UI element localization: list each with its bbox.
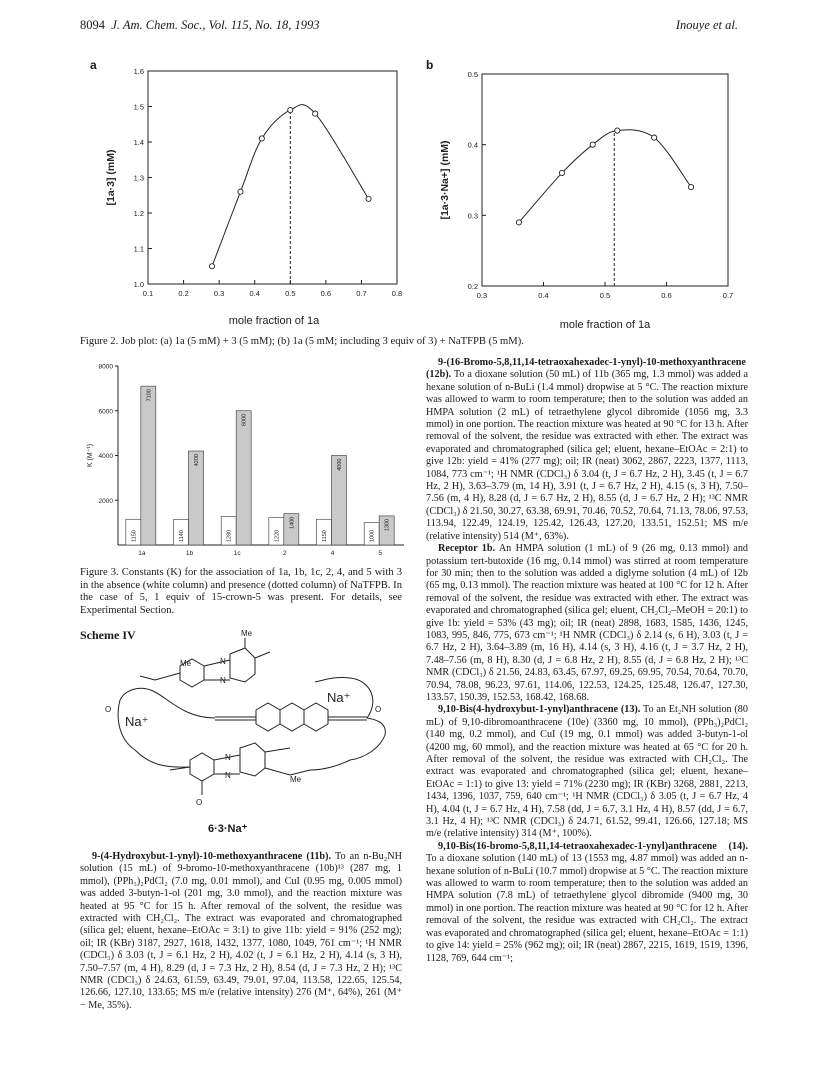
y-tick-label: 1.6: [133, 67, 144, 76]
compound-title: Receptor 1b.: [438, 543, 496, 555]
y-axis-label: [1a·3·Na+] (mM): [439, 140, 451, 220]
data-point: [615, 128, 620, 133]
x-tick-label: 0.7: [722, 291, 734, 300]
x-tick-label: 0.3: [476, 291, 488, 300]
bar-value-label: 1300: [384, 518, 391, 532]
atom-n: N: [225, 753, 231, 762]
y-tick-label: 0.5: [467, 70, 478, 79]
y-tick-label: 1.5: [133, 102, 144, 112]
bar-value-label: 1280: [226, 529, 233, 542]
compound-title: 9-(4-Hydroxybut-1-ynyl)-10-methoxyanthracene (11b).: [92, 851, 332, 862]
paragraph-body: To a dioxane solution (50 mL) of 11b (365 mg, 1.3 mmol) was added a hexane solution of n-BuLi (1.4 mmol) dropwise at 5 °C. The reaction mixture was allowed to warm to room temperature; then to the solution was added an HMPA solution (2 mL) of tetraethylene glycol dibromide (1056 mg, 3.3 mmol) in one portion. The reaction mixture was heated at 90 °C for 13 h. After removal of the solvent, the residue was extracted with ether. The extract was evaporated and chromatographed (silica gel; eluent, hexane–EtOAc = 2:1) to give 12b: yield = 41% (277 mg); oil; IR (neat) 3062, 2867, 2223, 1377, 1113, 1084, 773 cm⁻¹; ¹H NMR (CDCl₃) δ 3.04 (t, J = 6.7 Hz, 2 H), 3.45 (t, J = 6.7 Hz, 2 H), 3.63–3.79 (m, 14 H), 3.91 (t, J = 6.7 Hz, 2 H), 4.15 (s, 3 H), 7.50–7.56 (m, 4 H), 8.28 (d, J = 6.7 Hz, 2 H), 8.55 (d, J = 6.7 Hz, 2 H); ¹³C NMR (CDCl₃) δ 21.50, 30.27, 63.38, 69.91, 70.46, 70.52, 70.64, 71.13, 78.06, 97.53, 113.94, 122.49, 124.19, 125.42, 126.43, 127.20, 133.51, 152.51; MS m/e (relative intensity) 514 (M⁺, 63%).: [426, 369, 748, 542]
paragraph-body: To a dioxane solution (140 mL) of 13 (1553 mg, 4.87 mmol) was added an n-hexane solution of n-BuLi (10.7 mmol) dropwise at 5 °C. The reaction mixture was allowed to warm to room temperature; then to the solution was added an HMPA solution (7.8 mL) of tetraethylene glycol dibromide (9400 mg, 30 mmol) in one portion. The reaction mixture was heated at 90 °C for 12 h. After removal of the solvent, the residue was extracted with CH₂Cl₂. The extract was evaporated and chromatographed (silica gel; eluent, hexane–EtOAc = 1:1) to give 14: yield = 25% (962 mg); oil; IR (neat) 2867, 2215, 1619, 1519, 1396, 1128, 769, 644 cm⁻¹;: [426, 853, 748, 964]
paragraph: [426, 543, 748, 704]
y-tick-label: 1.4: [133, 138, 144, 147]
y-axis-label: [1a·3] (mM): [105, 149, 117, 206]
y-axis-label: K (M⁻¹): [87, 443, 94, 468]
atom-o: O: [375, 705, 382, 714]
plot-frame: [482, 74, 728, 286]
paragraph: [426, 841, 748, 965]
data-point: [238, 189, 243, 194]
compound-title: 9,10-Bis(16-bromo-5,8,11,14-tetraoxahexadec-1-ynyl)anthracene (14).: [438, 840, 748, 852]
data-point: [652, 135, 657, 140]
x-tick-label: 0.4: [538, 291, 549, 300]
bar-value-label: 4200: [194, 454, 200, 467]
panel-a-label: a: [90, 58, 97, 72]
x-tick-label: 0.4: [249, 289, 260, 298]
job-plot-b: [420, 62, 750, 337]
bar-value-label: 1140: [179, 530, 185, 542]
x-axis-label: mole fraction of 1a: [228, 315, 320, 327]
bar-value-label: 1400: [289, 516, 296, 529]
atom-o: O: [196, 798, 203, 807]
category-label: 1a: [138, 550, 146, 557]
x-tick-label: 0.1: [142, 289, 154, 298]
bar-value-label: 1150: [322, 530, 328, 542]
y-tick-label: 1.0: [133, 280, 144, 289]
paragraph: [426, 357, 748, 543]
bar-dotted: [141, 386, 156, 545]
atom-o: O: [105, 705, 112, 714]
atom-n: N: [225, 771, 231, 780]
data-point: [516, 220, 521, 225]
data-point: [689, 184, 694, 189]
fit-curve: [519, 130, 691, 223]
data-point: [559, 170, 564, 175]
bar-dotted: [236, 411, 251, 545]
association-bar-chart: [80, 360, 410, 565]
y-tick-label: 0.4: [467, 140, 478, 150]
x-tick-label: 0.2: [178, 289, 189, 298]
plot-frame: [148, 71, 397, 284]
paragraph: [80, 851, 402, 1012]
y-tick-label: 8000: [98, 363, 113, 371]
panel-b-label: b: [426, 58, 434, 72]
atom-me: Me: [290, 775, 302, 784]
page-number: 8094: [80, 18, 105, 32]
bar-value-label: 1220: [274, 529, 281, 542]
compound-title: 9,10-Bis(4-hydroxybut-1-ynyl)anthracene (13).: [438, 704, 641, 716]
left-text-column: [80, 851, 402, 1012]
authors: Inouye et al.: [675, 18, 738, 32]
y-tick-label: 0.3: [467, 211, 478, 221]
scheme-title: Scheme IV: [80, 628, 136, 642]
compound-title: 9-(16-Bromo-5,8,11,14-tetraoxahexadec-1-ynyl)-10-methoxyanthracene (12b).: [426, 357, 746, 381]
x-tick-label: 0.6: [320, 289, 332, 298]
paragraph: [426, 704, 748, 840]
category-label: 1b: [185, 550, 194, 557]
x-axis-label: mole fraction of 1a: [559, 319, 651, 331]
na-ion-right: Na⁺: [327, 690, 351, 705]
scheme-compound-label: 6·3·Na⁺: [208, 823, 248, 835]
x-tick-label: 0.7: [356, 289, 367, 298]
bar-value-label: 7100: [146, 389, 153, 402]
right-text-column: [426, 357, 748, 965]
atom-n: N: [220, 676, 226, 685]
category-label: 2: [283, 550, 287, 557]
figure3-caption: Figure 3. Constants (K) for the association of 1a, 1b, 1c, 2, 4, and 5 with 3 in the absence (white column) and presence (dotted column) of NaTFPB. In the case of 5, 1 equiv of 15-crown-5 was present. For details, see Experimental Section.: [80, 567, 402, 616]
category-label: 1c: [233, 550, 241, 557]
y-tick-label: 2000: [98, 497, 113, 505]
paragraph-body: To an n-Bu₂NH solution (15 mL) of 9-bromo-10-methoxyanthracene (10b)¹³ (287 mg, 1 mmol), (PPh₃)₂PdCl₂ (7.0 mg, 0.01 mmol), and CuI (0.95 mg, 0.005 mmol) was added 3-butyn-1-ol (201 mg, 3.0 mmol), and the reaction mixture was heated at 95 °C for 15 h. After removal of the solvent, the residue was extracted with CH₂Cl₂. The extract was evaporated and chromatographed (silica gel; eluent, hexane–EtOAc = 3:1) to give 11b: yield = 91% (252 mg); oil; IR (KBr) 3187, 2927, 1618, 1432, 1377, 1080, 1049, 761 cm⁻¹; ¹H NMR (CDCl₃) δ 3.03 (t, J = 6.1 Hz, 2 H), 4.02 (t, J = 6.1 Hz, 2 H), 4.14 (s, 3 H), 7.50–7.57 (m, 4 H), 8.29 (d, J = 7.3 Hz, 2 H), 8.54 (d, J = 7.3 Hz, 2 H); ¹³C NMR (CDCl₃) δ 24.63, 61.59, 63.49, 79.01, 97.04, 113.58, 122.65, 125.54, 126.66, 127.10, 133.65; MS m/e (relative intensity) 276 (M⁺, 64%), 261 (M⁺ − Me, 35%).: [80, 851, 402, 1011]
na-ion-left: Na⁺: [125, 714, 149, 729]
atom-me: Me: [180, 659, 192, 668]
y-tick-label: 1.3: [133, 173, 144, 183]
category-label: 5: [378, 550, 382, 557]
running-header: [80, 18, 319, 33]
data-point: [259, 136, 264, 141]
job-plot-a: [84, 62, 414, 332]
data-point: [209, 264, 214, 269]
data-point: [366, 196, 371, 201]
data-point: [590, 142, 595, 147]
x-tick-label: 0.8: [391, 289, 403, 298]
y-tick-label: 1.1: [133, 244, 144, 254]
y-tick-label: 6000: [98, 408, 113, 416]
x-tick-label: 0.6: [661, 291, 672, 300]
category-label: 4: [330, 550, 335, 557]
y-tick-label: 4000: [98, 453, 113, 460]
x-tick-label: 0.5: [285, 289, 296, 298]
bar-value-label: 1000: [369, 529, 376, 542]
bar-value-label: 6000: [241, 413, 248, 426]
y-tick-label: 1.2: [133, 209, 144, 218]
x-tick-label: 0.3: [213, 289, 225, 298]
data-point: [288, 107, 293, 112]
bar-value-label: 1150: [131, 530, 138, 542]
atom-n: N: [220, 657, 226, 666]
x-tick-label: 0.5: [599, 291, 611, 300]
atom-me: Me: [241, 629, 253, 638]
paragraph-body: An HMPA solution (1 mL) of 9 (26 mg, 0.13 mmol) and potassium tert-butoxide (16 mg, 0.14 mmol) was stirred at room temperature for 30 min; then to the solution was added a diglyme solution (4 mL) of 12b (65 mg, 0.13 mmol). The reaction mixture was heated at 100 °C for 12 h. After removal of the solvent, the residue was extracted with ether. The extract was evaporated and chromatographed (silica gel; eluent, CH₂Cl₂–MeOH = 20:1) to give 1b: yield = 53% (43 mg); oil; IR (neat) 2898, 1683, 1585, 1436, 1245, 1083, 995, 846, 775, 673 cm⁻¹; ¹H NMR (CDCl₃) δ 2.14 (s, 6 H), 3.03 (t, J = 6.7 Hz, 2 H), 3.64–3.89 (m, 16 H), 4.14 (s, 3 H), 4.16 (t, J = 3.7 Hz, 2 H), 7.48–7.56 (m, 8 H), 8.30 (d, J = 6.8 Hz, 2 H), 8.55 (d, J = 6.8 Hz, 2 H); ¹³C NMR (CDCl₃) δ 21.56, 24.83, 63.45, 67.97, 69.25, 69.95, 70.54, 70.64, 70.70, 70.94, 78.08, 96.23, 97.61, 114.06, 122.53, 124.25, 125.48, 126.47, 127.30, 133.57, 150.39, 152.53, 168.42, 168.68.: [426, 543, 749, 703]
data-point: [313, 111, 318, 116]
bar-value-label: 4000: [337, 458, 343, 471]
y-tick-label: 0.2: [467, 282, 478, 291]
paragraph-body: To an Et₂NH solution (80 mL) of 9,10-dibromoanthracene (10e) (3360 mg, 10 mmol), (PPh₃)₂PdCl₂ (140 mg, 0.2 mmol), and CuI (19 mg, 0.1 mmol) was added 3-butyn-1-ol (4200 mg, 60 mmol), and the reaction mixture was heated at 65 °C for 20 h. After removal of the solvent, the residue was extracted with CH₂Cl₂. The extract was evaporated and chromatographed (silica gel; eluent, hexane–EtOAc = 1:1) to give 13: yield = 71% (2230 mg); IR (KBr) 3268, 2881, 2213, 1434, 1396, 1037, 759, 640 cm⁻¹; ¹H NMR (CDCl₃) δ 3.05 (t, J = 6.7 Hz, 4 H), 4.04 (t, J = 6.7 Hz, 4 H), 7.58 (dd, J = 6.7, 3.1 Hz, 4 H), 8.57 (dd, J = 6.7, 3.1 Hz, 4 H); ¹³C NMR (CDCl₃) δ 24.71, 61.52, 99.41, 126.66, 127.18; MS m/e (relative intensity) 314 (M⁺, 100%).: [426, 704, 748, 840]
journal-citation: J. Am. Chem. Soc., Vol. 115, No. 18, 1993: [111, 18, 320, 32]
figure2-caption: Figure 2. Job plot: (a) 1a (5 mM) + 3 (5 mM); (b) 1a (5 mM; including 3 equiv of 3) + NaTFPB (5 mM).: [80, 336, 524, 347]
